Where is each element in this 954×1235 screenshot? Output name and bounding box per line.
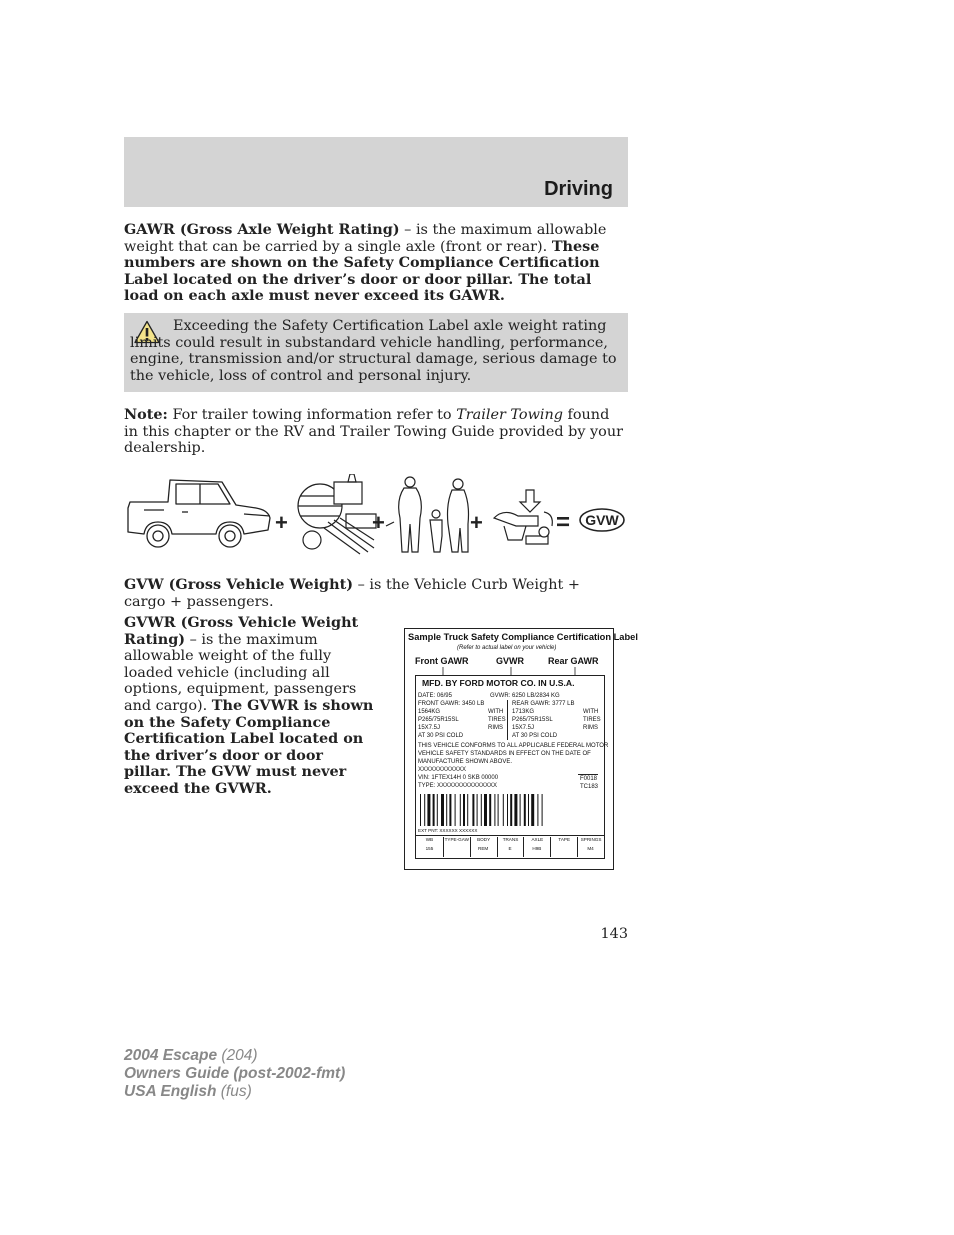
label-ext-paint: EXT PNT: XXXXXX XXXXXX (418, 828, 478, 833)
label-rims-right: RIMS (583, 725, 598, 731)
label-conformity-line: MANUFACTURE SHOWN ABOVE. (418, 759, 513, 765)
gawr-emphasis: These numbers are shown on the Safety Compliance Certification Label located on the driver’s door or door pillar. The total load on each axle must never exceed its GAWR. (124, 237, 600, 305)
warning-text: Exceeding the Safety Certification Label axle weight rating limits could result in substandard vehicle handling, performance, engine, transmission and/or structural damage, serious damage to the vehicle, loss of control and personal injury. (130, 318, 617, 384)
page-number: 143 (600, 926, 628, 942)
barcode-bar (449, 794, 451, 826)
barcode-bar (437, 794, 438, 826)
label-conformity-line: VEHICLE SAFETY STANDARDS IN EFFECT ON THE DATE OF (418, 751, 591, 757)
barcode-bar (446, 794, 447, 826)
label-divider (507, 700, 508, 740)
gvw-badge-text: GVW (585, 512, 619, 528)
section-header (124, 137, 628, 207)
label-table-header: WB (425, 837, 434, 842)
label-xline: XXXXXXXXXXXX (418, 767, 467, 773)
note-text-end: found in this chapter or the RV and Trailer Towing Guide provided by your dealership. (124, 407, 623, 457)
barcode-bar (463, 794, 465, 826)
label-subtitle: (Refer to actual label on your vehicle) (457, 645, 557, 651)
barcode-bar (427, 794, 430, 826)
label-table-value: 155 (425, 846, 434, 851)
label-left-line: AT 30 PSI COLD (418, 733, 464, 739)
label-title: Sample Truck Safety Compliance Certification Label (408, 632, 638, 642)
footer-language-code: (fus) (216, 1083, 252, 1100)
label-rule (578, 774, 598, 775)
barcode-bar (489, 794, 491, 826)
label-with: WITH (488, 709, 504, 715)
label-table-value: M4 (587, 846, 594, 851)
footer-line-3 (124, 1083, 345, 1101)
gvw-equation-illustration (124, 474, 628, 558)
label-table-header: TAPE (550, 837, 577, 857)
passengers-icon (386, 477, 469, 552)
barcode-bar (494, 794, 495, 826)
label-table-value: REM (478, 846, 489, 851)
barcode-bar (481, 794, 482, 826)
gvw-term: GVW (Gross Vehicle Weight) (124, 576, 354, 593)
footer-line-2: Owners Guide (post-2002-fmt) (124, 1065, 346, 1082)
label-left-line: 1564KG (418, 709, 441, 715)
barcode-bar (537, 794, 538, 826)
barcode-bar (498, 794, 499, 826)
footer-model: 2004 Escape (124, 1047, 218, 1064)
label-col-rear-gawr: Rear GAWR (548, 656, 599, 666)
sample-certification-label (404, 628, 638, 870)
label-table-header: TYPE-GAW (443, 837, 470, 857)
barcode-bar (424, 794, 425, 826)
label-table-header: BODY (470, 837, 497, 857)
footer-language: USA English (124, 1083, 217, 1100)
label-right-line: REAR GAWR: 3777 LB (512, 701, 575, 707)
gvwr-term: GVWR (Gross Vehicle Weight Rating) (124, 614, 359, 648)
pickup-truck-icon (128, 480, 270, 547)
barcode-bar (520, 794, 521, 826)
label-right-line: 1713KG (512, 709, 535, 715)
barcode-bar (420, 794, 421, 826)
label-table-value: E (508, 846, 512, 851)
barcode-bar (472, 794, 474, 826)
barcode-bar (477, 794, 478, 826)
gawr-paragraph (124, 222, 624, 305)
barcode-bar (460, 794, 461, 826)
note-paragraph (124, 407, 624, 457)
document-footer (124, 1047, 345, 1101)
note-label: Note: (124, 406, 168, 423)
note-reference: Trailer Towing (456, 407, 563, 423)
label-left-line: DATE: 06/95 (418, 693, 452, 699)
gvwr-emphasis: The GVWR is shown on the Safety Compliance Certification Label located on the driver’s door or door pillar. The GVW must never exceed the GVWR. (124, 696, 374, 797)
cargo-icon (298, 474, 376, 554)
label-rims: RIMS (488, 725, 503, 731)
label-left-line: 15X7.5J (418, 725, 441, 731)
barcode-bar (531, 794, 534, 826)
barcode-bar (467, 794, 468, 826)
label-col-front-gawr: Front GAWR (415, 656, 469, 666)
label-conformity-line: THIS VEHICLE CONFORMS TO ALL APPLICABLE FEDERAL MOTOR (418, 743, 609, 749)
label-right-line: P265/75R15SL (512, 717, 553, 723)
footer-line-1 (124, 1047, 345, 1065)
barcode-bar (503, 794, 504, 826)
barcode (420, 794, 600, 826)
label-left-line: P265/75R15SL (418, 717, 459, 723)
barcode-bar (524, 794, 526, 826)
barcode-bar (542, 794, 543, 826)
label-table-header: SPRINGS (577, 837, 604, 857)
label-maker: MFD. BY FORD MOTOR CO. IN U.S.A. (422, 678, 575, 688)
warning-box (124, 313, 628, 392)
hitch-icon (494, 490, 552, 544)
plus-sign-2: + (372, 510, 385, 535)
label-tires-right: TIRES (583, 717, 601, 723)
gvwr-paragraph (124, 615, 374, 798)
barcode-bar (433, 794, 435, 826)
barcode-bar (441, 794, 444, 826)
label-code-1: F0018 (580, 776, 598, 782)
barcode-bar (484, 794, 487, 826)
label-table-header: AXLE (523, 837, 550, 857)
label-code-2: TC183 (580, 784, 599, 790)
gvwr-definition: – is the maximum allowable weight of the fully loaded vehicle (including all options, equipment, passengers and cargo). (124, 631, 357, 714)
gvw-paragraph (124, 577, 624, 610)
label-vin: VIN: 1FTEX14H 0 SKB 00000 (418, 775, 499, 781)
barcode-bar (455, 794, 456, 826)
label-tires: TIRES (488, 717, 506, 723)
barcode-bar (507, 794, 508, 826)
label-table-value: H9B (532, 846, 542, 851)
footer-model-code: (204) (217, 1047, 258, 1064)
section-title: Driving (544, 178, 613, 200)
barcode-bar (514, 794, 517, 826)
gawr-term: GAWR (Gross Axle Weight Rating) (124, 221, 400, 238)
label-code-table (416, 836, 604, 858)
label-with-right: WITH (583, 709, 599, 715)
gawr-definition: – is the maximum allowable weight that can be carried by a single axle (front or rear). (124, 222, 607, 255)
label-col-gvwr: GVWR (496, 656, 524, 666)
barcode-bar (510, 794, 512, 826)
label-right-line: 15X7.5J (512, 725, 535, 731)
label-left-line: FRONT GAWR: 3450 LB (418, 701, 485, 707)
plus-sign-3: + (470, 510, 483, 535)
plus-sign-1: + (275, 510, 288, 535)
barcode-bar (528, 794, 529, 826)
equals-sign: = (556, 509, 571, 536)
label-right-line: GVWR: 6250 LB/2834 KG (490, 693, 560, 699)
label-inner-panel (415, 675, 609, 859)
gvw-definition: – is the Vehicle Curb Weight + cargo + passengers. (124, 577, 580, 610)
note-text: For trailer towing information refer to (167, 407, 457, 423)
label-right-line: AT 30 PSI COLD (512, 733, 558, 739)
label-type: TYPE: XXXXXXXXXXXXXXX (418, 783, 498, 789)
label-table-header: TRANS (497, 837, 524, 857)
